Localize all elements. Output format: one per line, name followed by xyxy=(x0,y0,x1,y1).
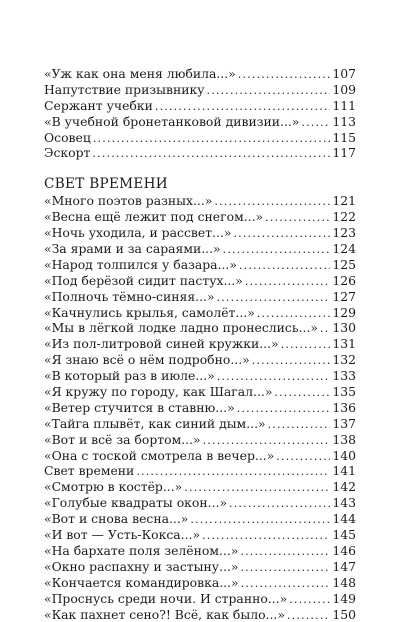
toc-entry-title: «В учебной бронетанковой дивизии...» xyxy=(44,114,299,130)
dot-leader xyxy=(320,321,330,336)
toc-entry[interactable] xyxy=(44,193,356,209)
toc-entry[interactable] xyxy=(44,305,356,321)
toc-entry[interactable] xyxy=(44,495,356,511)
toc-entry[interactable] xyxy=(44,591,356,607)
toc-entry-title: «Смотрю в костёр...» xyxy=(44,479,182,495)
toc-entry[interactable] xyxy=(44,559,356,575)
dot-leader xyxy=(274,385,330,400)
toc-entry[interactable] xyxy=(44,114,356,130)
toc-entry-page-number: 126 xyxy=(332,273,356,289)
toc-entry-page-number: 107 xyxy=(332,66,356,82)
toc-entry-title: «Она с тоской смотрела в вечер...» xyxy=(44,448,274,464)
toc-entry[interactable] xyxy=(44,209,356,225)
toc-entry[interactable] xyxy=(44,98,356,114)
dot-leader xyxy=(257,306,331,321)
toc-entry-title: Свет времени xyxy=(44,463,134,479)
toc-entry-title: «Народ толпился у базара...» xyxy=(44,257,237,273)
toc-entry-title: «Полночь тёмно-синяя...» xyxy=(44,289,215,305)
toc-entry-title: «Ветер стучится в ставню...» xyxy=(44,400,235,416)
toc-entry-title: «В который раз в июле...» xyxy=(44,368,215,384)
dot-leader xyxy=(136,464,330,479)
dot-leader xyxy=(92,146,330,161)
toc-entry[interactable] xyxy=(44,352,356,368)
toc-entry-title: «И вот — Усть-Кокса...» xyxy=(44,527,200,543)
dot-leader xyxy=(207,83,331,98)
toc-entry[interactable] xyxy=(44,241,356,257)
toc-entry[interactable] xyxy=(44,527,356,543)
toc-entry-page-number: 150 xyxy=(332,607,356,622)
toc-section-svet-vremeni xyxy=(44,175,356,622)
dot-leader xyxy=(214,194,330,209)
dot-leader xyxy=(245,274,330,289)
dot-leader xyxy=(223,242,331,257)
toc-entry-page-number: 111 xyxy=(332,98,356,114)
section-heading: СВЕТ ВРЕМЕНИ xyxy=(44,175,356,193)
dot-leader xyxy=(268,417,331,432)
toc-entry[interactable] xyxy=(44,543,356,559)
dot-leader xyxy=(265,210,330,225)
toc-entry-page-number: 121 xyxy=(332,193,356,209)
toc-entry-title: «Как пахнет сено?! Всё, как было...» xyxy=(44,607,285,622)
toc-entry-page-number: 133 xyxy=(332,368,356,384)
toc-entry[interactable] xyxy=(44,145,356,161)
dot-leader xyxy=(155,99,330,114)
toc-entry-page-number: 123 xyxy=(332,225,356,241)
toc-entry-title: «Ночь уходила, и рассвет...» xyxy=(44,225,231,241)
toc-entry[interactable] xyxy=(44,130,356,146)
toc-entry-page-number: 122 xyxy=(332,209,356,225)
toc-entry-page-number: 113 xyxy=(332,114,356,130)
toc-entry-title: «Проснусь среди ночи. И странно...» xyxy=(44,591,287,607)
dot-leader xyxy=(281,337,331,352)
dot-leader xyxy=(190,512,330,527)
toc-entry-title: «Голубые квадраты окон...» xyxy=(44,495,227,511)
toc-entry-title: «Из пол-литровой синей кружки...» xyxy=(44,336,279,352)
toc-entry-page-number: 138 xyxy=(332,432,356,448)
toc-entry[interactable] xyxy=(44,289,356,305)
dot-leader xyxy=(217,369,331,384)
toc-entry[interactable] xyxy=(44,607,356,622)
toc-entry-title: Эскорт xyxy=(44,145,90,161)
toc-entry-page-number: 143 xyxy=(332,495,356,511)
toc-entry-page-number: 132 xyxy=(332,352,356,368)
toc-entry[interactable] xyxy=(44,320,356,336)
toc-section-previous xyxy=(44,66,356,161)
toc-entry[interactable] xyxy=(44,336,356,352)
dot-leader xyxy=(276,449,330,464)
toc-entry-title: «Под берёзой сидит пастух...» xyxy=(44,273,243,289)
toc-entry-page-number: 109 xyxy=(332,82,356,98)
dot-leader xyxy=(241,576,331,591)
toc-entry[interactable] xyxy=(44,66,356,82)
toc-entry-title: «Я знаю всё о нём подробно...» xyxy=(44,352,250,368)
toc-entry[interactable] xyxy=(44,384,356,400)
toc-entry-page-number: 130 xyxy=(332,320,356,336)
toc-entry-page-number: 141 xyxy=(332,463,356,479)
toc-entry[interactable] xyxy=(44,463,356,479)
toc-entry[interactable] xyxy=(44,400,356,416)
toc-entry-title: «Вот и снова весна...» xyxy=(44,511,188,527)
dot-leader xyxy=(93,131,331,146)
dot-leader xyxy=(240,544,330,559)
toc-entry[interactable] xyxy=(44,575,356,591)
toc-entry-page-number: 115 xyxy=(332,130,356,146)
toc-entry-page-number: 146 xyxy=(332,543,356,559)
toc-entry-title: «Вот и всё за бортом...» xyxy=(44,432,201,448)
toc-entry[interactable] xyxy=(44,368,356,384)
toc-entry-page-number: 144 xyxy=(332,511,356,527)
toc-entry-page-number: 131 xyxy=(332,336,356,352)
dot-leader xyxy=(217,290,331,305)
dot-leader xyxy=(203,433,331,448)
toc-entry[interactable] xyxy=(44,225,356,241)
toc-entry-page-number: 127 xyxy=(332,289,356,305)
toc-entry-title: «Тайга плывёт, как синий дым...» xyxy=(44,416,266,432)
toc-entry-page-number: 147 xyxy=(332,559,356,575)
toc-entry-page-number: 129 xyxy=(332,305,356,321)
toc-entry[interactable] xyxy=(44,273,356,289)
toc-entry-title: «Качнулись крылья, самолёт...» xyxy=(44,305,255,321)
toc-entry-title: Напутствие призывнику xyxy=(44,82,205,98)
dot-leader xyxy=(229,496,330,511)
toc-entries xyxy=(44,193,356,622)
toc-entry-title: «Много поэтов разных...» xyxy=(44,193,212,209)
toc-entry[interactable] xyxy=(44,82,356,98)
toc-entry-title: Сержант учебки xyxy=(44,98,153,114)
toc-entry-title: «Окно распахну и застыну...» xyxy=(44,559,238,575)
toc-entry-title: Осовец xyxy=(44,130,91,146)
dot-leader xyxy=(184,480,330,495)
dot-leader xyxy=(233,226,330,241)
toc-entry-title: «На бархате поля зелёном...» xyxy=(44,543,238,559)
dot-leader xyxy=(252,353,331,368)
toc-entry-page-number: 136 xyxy=(332,400,356,416)
toc-entry-page-number: 117 xyxy=(332,145,356,161)
toc-entry-title: «Кончается командировка...» xyxy=(44,575,239,591)
toc-entry-page-number: 140 xyxy=(332,448,356,464)
dot-leader xyxy=(301,115,330,130)
toc-entry[interactable] xyxy=(44,257,356,273)
dot-leader xyxy=(238,67,331,82)
toc-entry-title: «Мы в лёгкой лодке ладно пронеслись...» xyxy=(44,320,318,336)
toc-entry-title: «Уж как она меня любила...» xyxy=(44,66,236,82)
dot-leader xyxy=(239,258,330,273)
toc-entry[interactable] xyxy=(44,416,356,432)
toc-entry-page-number: 125 xyxy=(332,257,356,273)
dot-leader xyxy=(240,560,330,575)
toc-entry[interactable] xyxy=(44,432,356,448)
toc-entry-title: «Я кружу по городу, как Шагал...» xyxy=(44,384,272,400)
toc-entry[interactable] xyxy=(44,479,356,495)
toc-entry-page-number: 137 xyxy=(332,416,356,432)
toc-entry-title: «Весна ещё лежит под снегом...» xyxy=(44,209,263,225)
table-of-contents xyxy=(44,66,356,622)
dot-leader xyxy=(289,592,330,607)
toc-entry[interactable] xyxy=(44,448,356,464)
toc-entry-page-number: 148 xyxy=(332,575,356,591)
dot-leader xyxy=(237,401,331,416)
toc-entry[interactable] xyxy=(44,511,356,527)
toc-entry-page-number: 142 xyxy=(332,479,356,495)
dot-leader xyxy=(202,528,330,543)
toc-entry-page-number: 124 xyxy=(332,241,356,257)
toc-entry-page-number: 135 xyxy=(332,384,356,400)
toc-entry-page-number: 145 xyxy=(332,527,356,543)
toc-entry-title: «За ярами и за сараями...» xyxy=(44,241,221,257)
toc-entry-page-number: 149 xyxy=(332,591,356,607)
